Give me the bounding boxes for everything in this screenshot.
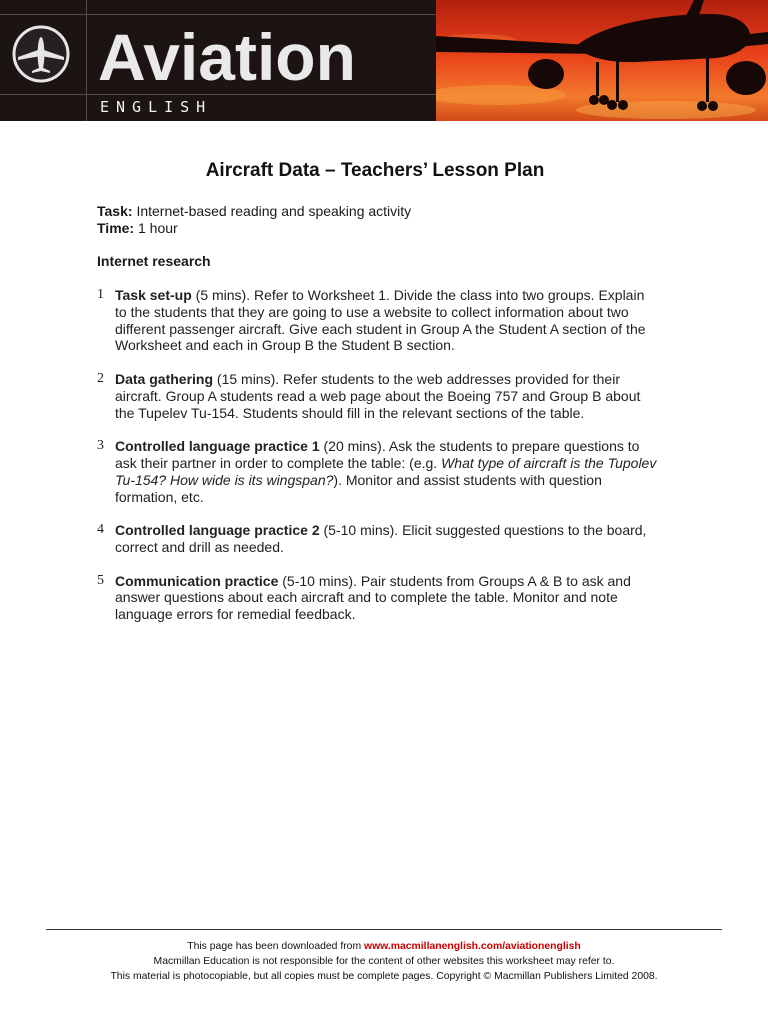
step-heading: Data gathering xyxy=(115,370,214,387)
list-item xyxy=(97,438,657,505)
step-text: (5-10 mins). Pair students from Groups A & B to ask and answer questions about each aircraft and to complete the table. Monitor and note language errors for remedial feedback. xyxy=(115,572,631,623)
step-number: 4 xyxy=(97,522,104,538)
steps-list xyxy=(97,287,657,623)
page-footer xyxy=(0,939,768,984)
list-item xyxy=(97,371,657,421)
brand-title: Aviation xyxy=(98,20,356,94)
step-heading: Controlled language practice 2 xyxy=(115,522,320,539)
time-line xyxy=(97,220,411,237)
header-banner xyxy=(0,0,768,121)
step-example: What type of aircraft is the Tupolev Tu-154? How wide is its wingspan? xyxy=(115,454,657,488)
step-number: 2 xyxy=(97,370,104,386)
time-label: Time: xyxy=(97,220,135,236)
footer-download-text: This page has been downloaded from xyxy=(187,941,365,952)
step-text: (15 mins). Refer students to the web addresses provided for their aircraft. Group A students read a web page about the Boeing 757 and Group B about the Tupelev Tu-154. Students should fill in the relevant sections of the table. xyxy=(115,370,641,421)
task-value: Internet-based reading and speaking activity xyxy=(136,203,412,219)
step-text-after: ). Monitor and assist students with question formation, etc. xyxy=(115,471,602,505)
footer-disclaimer: Macmillan Education is not responsible for the content of other websites this worksheet may refer to. xyxy=(153,956,615,967)
airplane-sunset-photo xyxy=(436,0,768,121)
list-item xyxy=(97,287,657,354)
section-heading: Internet research xyxy=(97,253,211,269)
footer-url-link[interactable]: www.macmillanenglish.com/aviationenglish xyxy=(364,941,581,952)
banner-rule-top xyxy=(0,14,436,15)
task-label: Task: xyxy=(97,203,133,219)
time-value: 1 hour xyxy=(137,220,178,236)
step-text: (5 mins). Refer to Worksheet 1. Divide the class into two groups. Explain to the students that they are going to use a website to collect information about two different passenger aircraft. Give each student in Group A the Student A section of the Worksheet and each in Group B the Student B section. xyxy=(115,287,646,354)
footer-copyright: This material is photocopiable, but all copies must be complete pages. Copyright © Macmillan Publishers Limited 2008. xyxy=(110,971,658,982)
banner-divider xyxy=(86,0,87,121)
step-text: (20 mins). Ask the students to prepare questions to ask their partner in order to complete the table: (e.g. xyxy=(115,438,640,471)
step-text: (5-10 mins). Elicit suggested questions to the board, correct and drill as needed. xyxy=(115,522,647,555)
lesson-meta xyxy=(97,203,411,237)
step-number: 1 xyxy=(97,287,104,302)
airplane-icon xyxy=(8,23,74,85)
footer-divider xyxy=(46,929,722,930)
step-heading: Controlled language practice 1 xyxy=(115,438,320,455)
page-title: Aircraft Data – Teachers’ Lesson Plan xyxy=(205,160,545,181)
task-line xyxy=(97,203,411,220)
footer-download-line xyxy=(0,939,768,954)
step-heading: Communication practice xyxy=(115,572,279,589)
list-item xyxy=(97,573,657,623)
banner-rule-bottom xyxy=(0,94,436,95)
step-heading: Task set-up xyxy=(115,287,192,303)
brand-subtitle: ENGLISH xyxy=(100,98,213,116)
step-number: 5 xyxy=(97,572,104,588)
list-item xyxy=(97,522,657,556)
step-number: 3 xyxy=(97,438,104,454)
